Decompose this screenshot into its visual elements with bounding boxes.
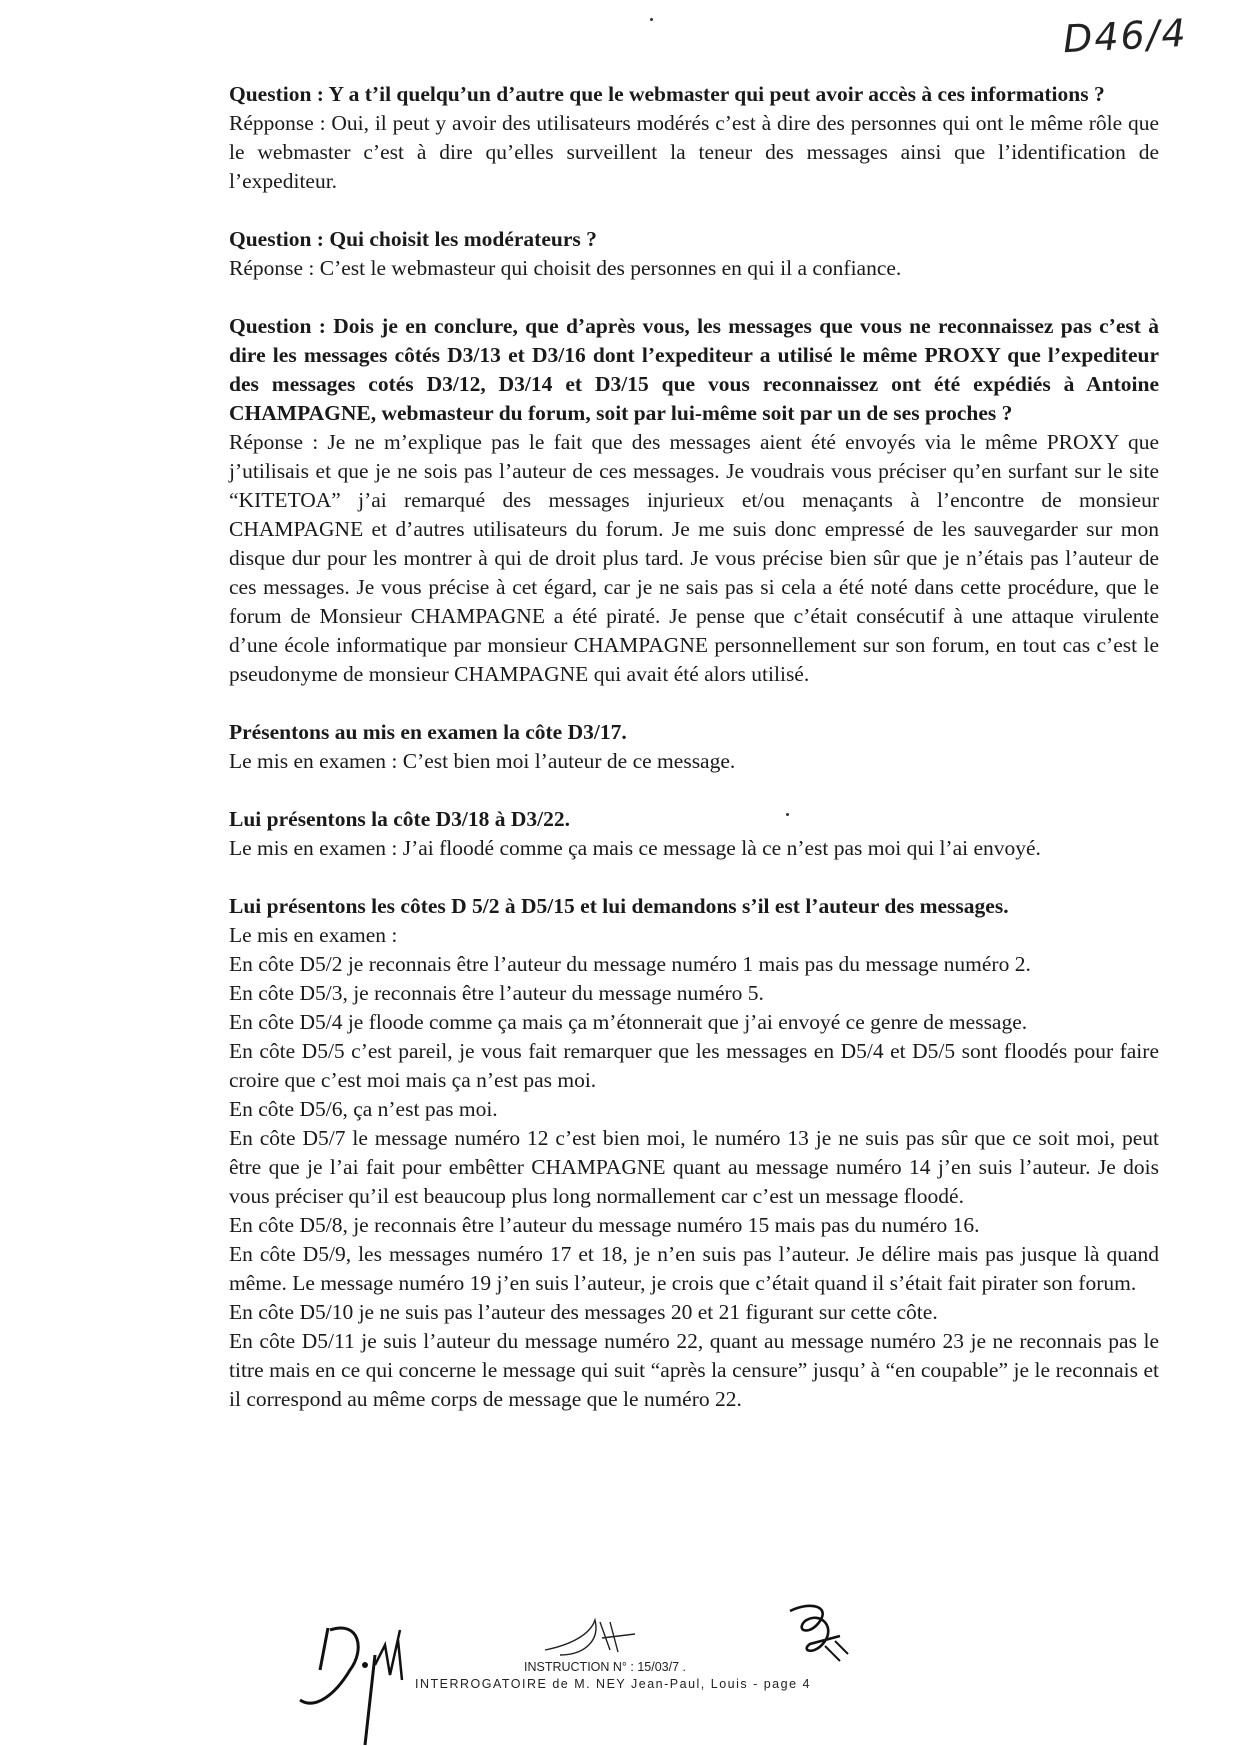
answer-paragraph: En côte D5/9, les messages numéro 17 et 18, je n’en suis pas l’auteur. Je délire mais pas jusque là quand même. Le message numéro 19 j’en suis l’auteur, je crois que c’était quand il s’était fait pirater son forum. <box>229 1242 1159 1295</box>
answer-paragraph: En côte D5/11 je suis l’auteur du message numéro 22, quant au message numéro 23 je ne reconnais pas le titre mais en ce qui concerne le message qui suit “après la censure” jusqu’ à “en coupable” je le reconnais et il correspond au même corps de message que le numéro 22. <box>229 1329 1159 1411</box>
document-body <box>229 80 1159 1443</box>
question-heading: Question : Y a t’il quelqu’un d’autre que le webmaster qui peut avoir accès à ces informations ? <box>229 82 1105 106</box>
qa-block <box>229 312 1159 689</box>
answer-paragraph: En côte D5/7 le message numéro 12 c’est bien moi, le numéro 13 je ne suis pas sûr que ce soit moi, peut être que je l’ai fait pour embêtter CHAMPAGNE quant au message numéro 14 j’en suis l’auteur. Je dois vous préciser qu’il est beaucoup plus long normallement car c’est un message floodé. <box>229 1126 1159 1208</box>
answer-paragraph: Répponse : Oui, il peut y avoir des utilisateurs modérés c’est à dire des personnes qui ont le même rôle que le webmaster c’est à dire qu’elles surveillent la teneur des messages ainsi que l’identification de l’expediteur. <box>229 111 1159 193</box>
answer-paragraph: En côte D5/4 je floode comme ça mais ça m’étonnerait que j’ai envoyé ce genre de message. <box>229 1010 1028 1034</box>
answer-paragraph: En côte D5/6, ça n’est pas moi. <box>229 1097 498 1121</box>
answer-paragraph: Le mis en examen : J’ai floodé comme ça mais ce message là ce n’est pas moi qui l’ai envoyé. <box>229 836 1041 860</box>
scan-speck <box>650 18 653 21</box>
signature-initials-2 <box>540 1610 660 1660</box>
answer-paragraph: En côte D5/5 c’est pareil, je vous fait remarquer que les messages en D5/4 et D5/5 sont floodés pour faire croire que c’est moi mais ça n’est pas moi. <box>229 1039 1159 1092</box>
qa-block <box>229 892 1159 1414</box>
question-heading: Question : Dois je en conclure, que d’après vous, les messages que vous ne reconnaissez pas c’est à dire les messages côtés D3/13 et D3/16 dont l’expediteur a utilisé le même PROXY que l’expediteur des messages cotés D3/12, D3/14 et D3/15 que vous reconnaissez ont été expédiés à Antoine CHAMPAGNE, webmasteur du forum, soit par lui-même soit par un de ses proches ? <box>229 314 1159 425</box>
qa-block <box>229 80 1159 196</box>
signature-initials-1 <box>290 1600 440 1746</box>
signature-initials-3 <box>780 1596 860 1666</box>
answer-paragraph: Le mis en examen : <box>229 923 398 947</box>
footer-interrogatoire: INTERROGATOIRE de M. NEY Jean-Paul, Louis - page 4 <box>415 1677 811 1691</box>
answer-paragraph: En côte D5/10 je ne suis pas l’auteur des messages 20 et 21 figurant sur cette côte. <box>229 1300 938 1324</box>
answer-paragraph: Le mis en examen : C’est bien moi l’auteur de ce message. <box>229 749 736 773</box>
answer-paragraph: En côte D5/2 je reconnais être l’auteur du message numéro 1 mais pas du message numéro 2. <box>229 952 1031 976</box>
footer-instruction: INSTRUCTION N° : 15/03/7 . <box>524 1660 686 1674</box>
qa-block <box>229 225 1159 283</box>
answer-paragraph: En côte D5/3, je reconnais être l’auteur du message numéro 5. <box>229 981 764 1005</box>
question-heading: Question : Qui choisit les modérateurs ? <box>229 227 597 251</box>
answer-paragraph: Réponse : C’est le webmasteur qui choisit des personnes en qui il a confiance. <box>229 256 902 280</box>
qa-block <box>229 805 1159 863</box>
question-heading: Lui présentons la côte D3/18 à D3/22. <box>229 807 571 831</box>
question-heading: Lui présentons les côtes D 5/2 à D5/15 et lui demandons s’il est l’auteur des messages. <box>229 894 1009 918</box>
answer-paragraph: En côte D5/8, je reconnais être l’auteur du message numéro 15 mais pas du numéro 16. <box>229 1213 980 1237</box>
handwritten-page-reference: D46/4 <box>1062 10 1190 62</box>
question-heading: Présentons au mis en examen la côte D3/17. <box>229 720 627 744</box>
qa-block <box>229 718 1159 776</box>
answer-paragraph: Réponse : Je ne m’explique pas le fait que des messages aient été envoyés via le même PROXY que j’utilisais et que je ne sois pas l’auteur de ces messages. Je voudrais vous préciser qu’en surfant sur le site “KITETOA” j’ai remarqué des messages injurieux et/ou menaçants à l’encontre de monsieur CHAMPAGNE et d’autres utilisateurs du forum. Je me suis donc empressé de les sauvegarder sur mon disque dur pour les montrer à qui de droit plus tard. Je vous précise bien sûr que je n’étais pas l’auteur de ces messages. Je vous précise à cet égard, car je ne sais pas si cela a été noté dans cette procédure, que le forum de Monsieur CHAMPAGNE a été piraté. Je pense que c’était consécutif à une attaque virulente d’une école informatique par monsieur CHAMPAGNE personnellement sur son forum, en tout cas c’est le pseudonyme de monsieur CHAMPAGNE qui avait été alors utilisé. <box>229 430 1159 686</box>
